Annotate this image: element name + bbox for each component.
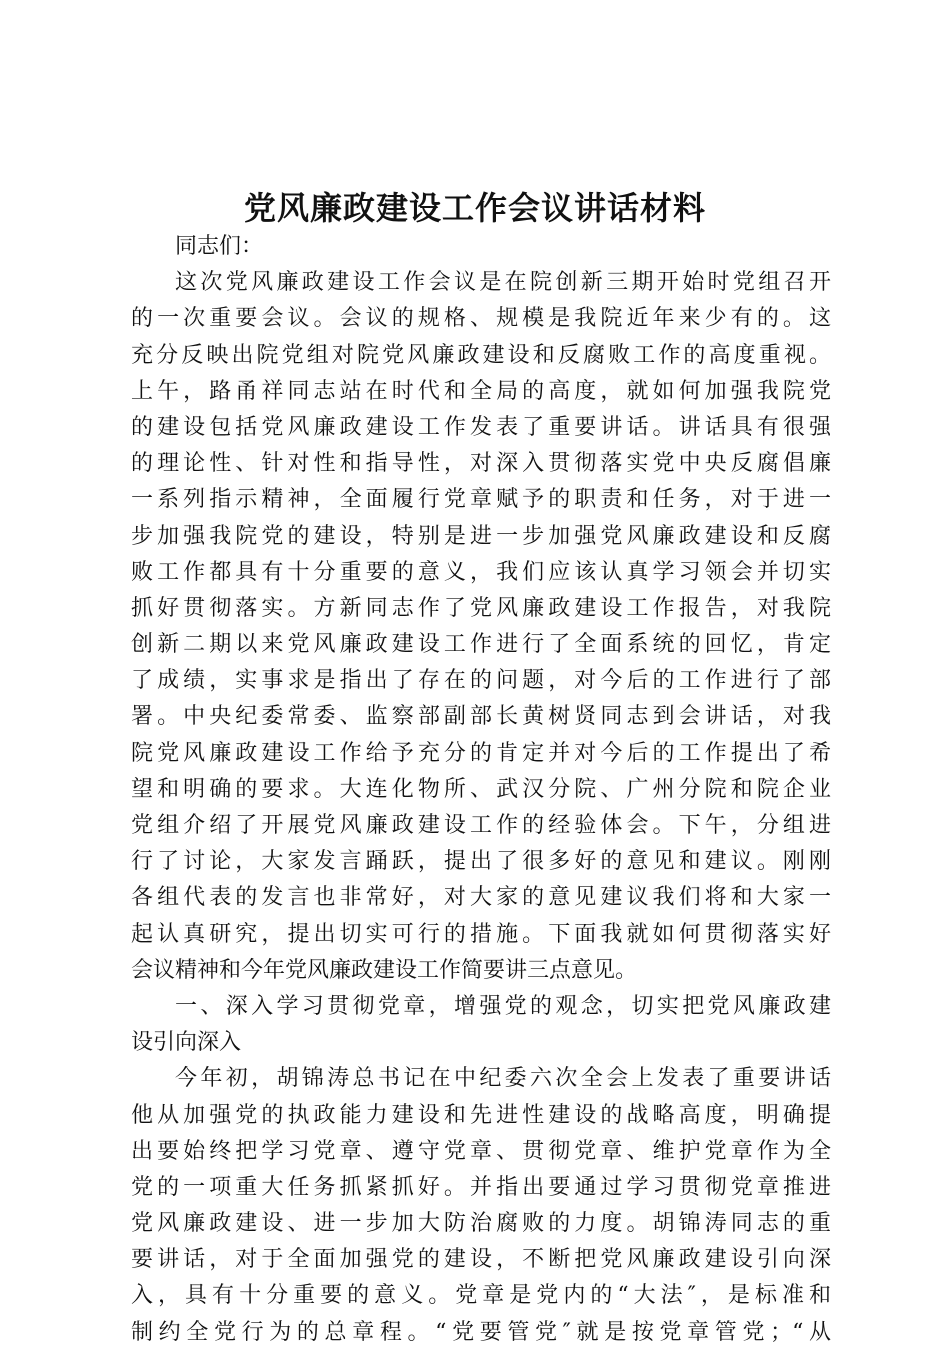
paragraph-line: 充分反映出院党组对院党风廉政建设和反腐败工作的高度重视。 bbox=[131, 342, 831, 368]
paragraph-line: 步加强我院党的建设，特别是进一步加强党风廉政建设和反腐 bbox=[131, 523, 831, 549]
paragraph-line: 一系列指示精神，全面履行党章赋予的职责和任务，对于进一 bbox=[131, 487, 831, 513]
paragraph-line: 署。中央纪委常委、监察部副部长黄树贤同志到会讲话，对我 bbox=[131, 704, 831, 730]
paragraph-line: 了成绩，实事求是指出了存在的问题，对今后的工作进行了部 bbox=[131, 668, 831, 694]
paragraph-line: 起认真研究，提出切实可行的措施。下面我就如何贯彻落实好 bbox=[131, 921, 831, 947]
paragraph-line: 党的一项重大任务抓紧抓好。并指出要通过学习贯彻党章推进 bbox=[131, 1174, 831, 1200]
paragraph-line: 今年初，胡锦涛总书记在中纪委六次全会上发表了重要讲话 bbox=[175, 1066, 831, 1092]
paragraph-line: 的建设包括党风廉政建设工作发表了重要讲话。讲话具有很强 bbox=[131, 414, 831, 440]
paragraph-line: 他从加强党的执政能力建设和先进性建设的战略高度，明确提 bbox=[131, 1102, 831, 1128]
paragraph-line: 的一次重要会议。会议的规格、规模是我院近年来少有的。这 bbox=[131, 306, 831, 332]
paragraph-line: 行了讨论，大家发言踊跃，提出了很多好的意见和建议。刚刚 bbox=[131, 849, 831, 875]
paragraph-line: 出要始终把学习党章、遵守党章、贯彻党章、维护党章作为全 bbox=[131, 1138, 831, 1164]
paragraph-line: 党风廉政建设、进一步加大防治腐败的力度。胡锦涛同志的重 bbox=[131, 1211, 831, 1237]
salutation-line: 同志们： bbox=[175, 234, 264, 259]
paragraph-line: 会议精神和今年党风廉政建设工作简要讲三点意见。 bbox=[131, 957, 638, 983]
section-heading-line: 一、深入学习贯彻党章，增强党的观念，切实把党风廉政建 bbox=[175, 993, 831, 1019]
paragraph-line: 这次党风廉政建设工作会议是在院创新三期开始时党组召开 bbox=[175, 270, 831, 296]
paragraph-line: 创新二期以来党风廉政建设工作进行了全面系统的回忆，肯定 bbox=[131, 632, 831, 658]
paragraph-line: 上午，路甬祥同志站在时代和全局的高度，就如何加强我院党 bbox=[131, 378, 831, 404]
paragraph-line: 入，具有十分重要的意义。党章是党内的“大法″，是标准和 bbox=[131, 1283, 831, 1309]
paragraph-line: 败工作都具有十分重要的意义，我们应该认真学习领会并切实 bbox=[131, 559, 831, 585]
paragraph-line: 望和明确的要求。大连化物所、武汉分院、广州分院和院企业 bbox=[131, 776, 831, 802]
paragraph-line: 要讲话，对于全面加强党的建设，不断把党风廉政建设引向深 bbox=[131, 1247, 831, 1273]
paragraph-line: 各组代表的发言也非常好，对大家的意见建议我们将和大家一 bbox=[131, 885, 831, 911]
document-body bbox=[131, 229, 831, 1351]
paragraph-line: 院党风廉政建设工作给予充分的肯定并对今后的工作提出了希 bbox=[131, 740, 831, 766]
document-title: 党风廉政建设工作会议讲话材料 bbox=[243, 189, 706, 227]
section-heading-line: 设引向深入 bbox=[131, 1030, 242, 1056]
paragraph-line: 的理论性、针对性和指导性，对深入贯彻落实党中央反腐倡廉 bbox=[131, 451, 831, 477]
paragraph-line: 党组介绍了开展党风廉政建设工作的经验体会。下午，分组进 bbox=[131, 813, 831, 838]
paragraph-line: 抓好贯彻落实。方新同志作了党风廉政建设工作报告，对我院 bbox=[131, 595, 831, 621]
paragraph-line: 制约全党行为的总章程。“党要管党″就是按党章管党；“从 bbox=[131, 1319, 831, 1345]
